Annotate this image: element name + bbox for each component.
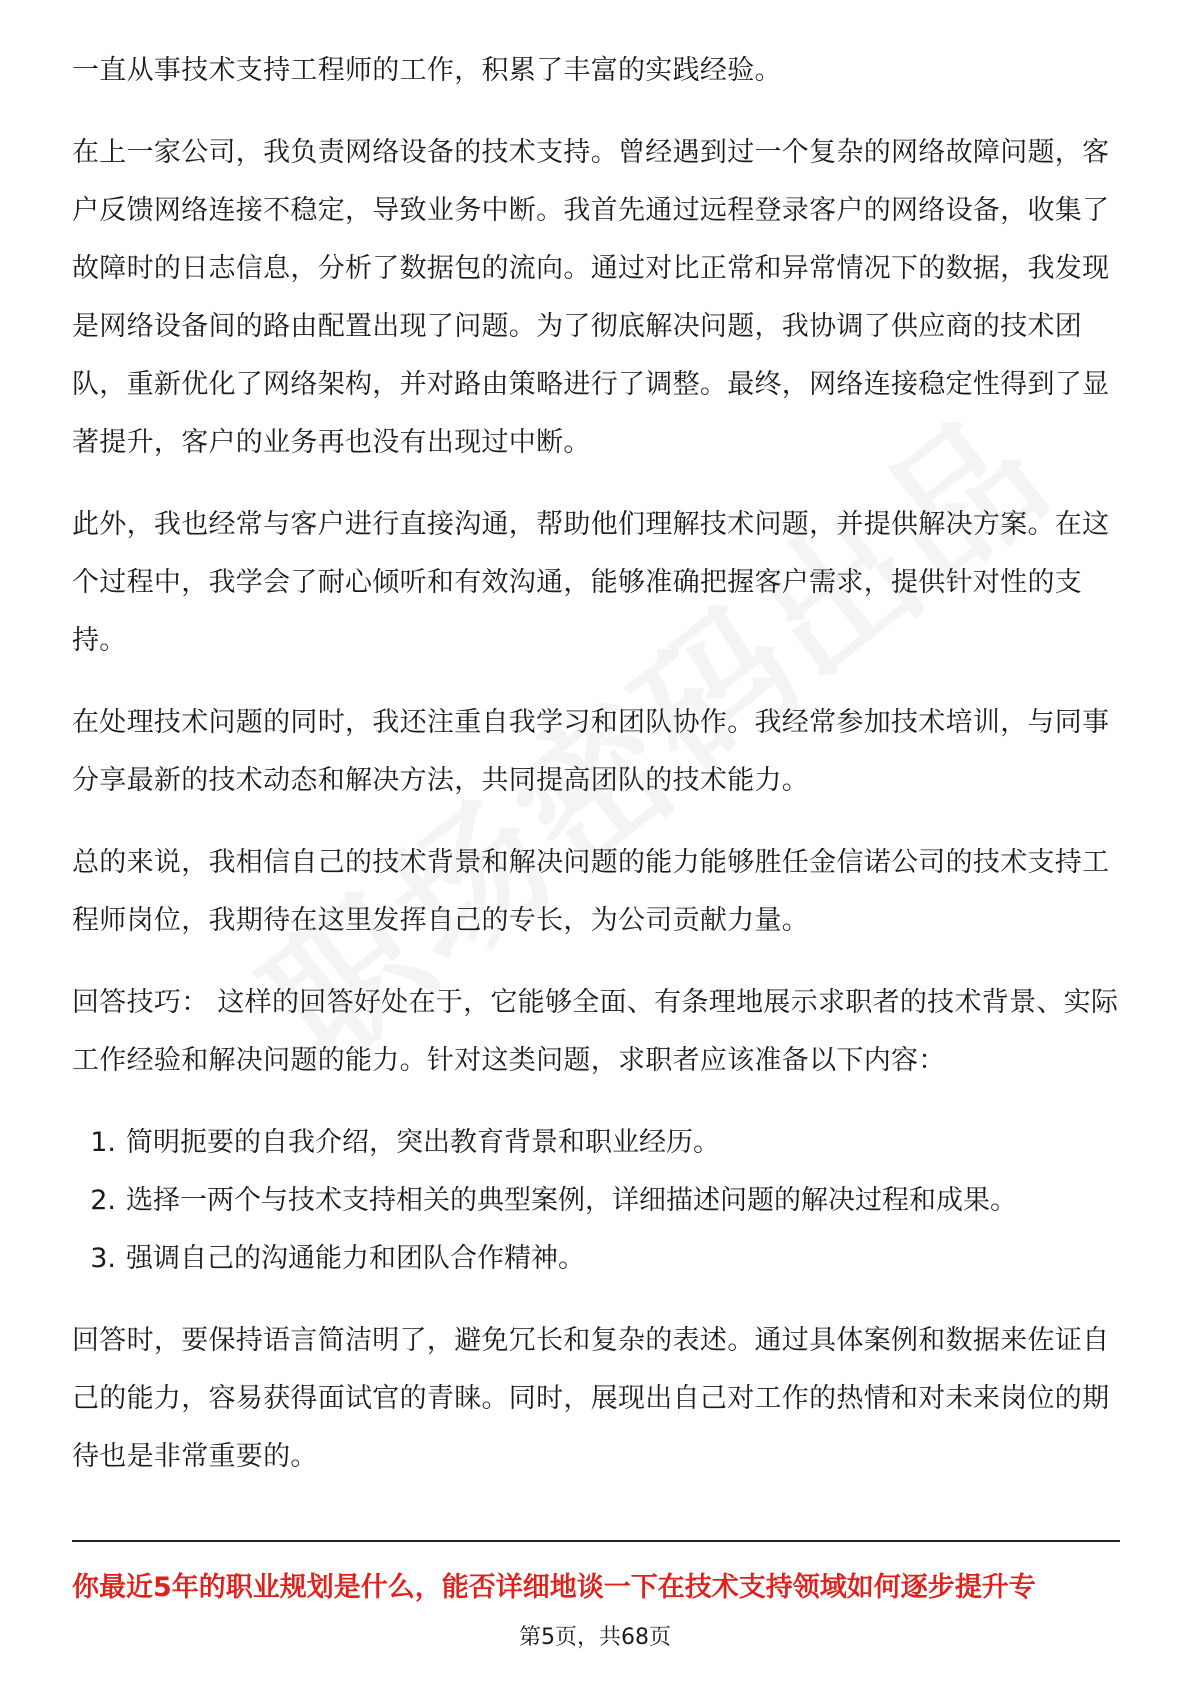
paragraph-summary: 总的来说，我相信自己的技术背景和解决问题的能力能够胜任金信诺公司的技术支持工程师岗位，我期待在这里发挥自己的专长，为公司贡献力量。 <box>72 847 1110 936</box>
list-number: 2. <box>90 1185 116 1216</box>
tips-list <box>72 1114 1120 1288</box>
paragraph-communication: 此外，我也经常与客户进行直接沟通，帮助他们理解技术问题，并提供解决方案。在这个过程中，我学会了耐心倾听和有效沟通，能够准确把握客户需求，提供针对性的支持。 <box>72 509 1110 656</box>
list-item <box>72 1230 1120 1288</box>
list-item <box>72 1114 1120 1172</box>
next-question: 你最近5年的职业规划是什么，能否详细地谈一下在技术支持领域如何逐步提升专 <box>72 1572 1036 1603</box>
answer-body <box>72 42 1120 1486</box>
list-item <box>72 1172 1120 1230</box>
paragraph-closing: 回答时，要保持语言简洁明了，避免冗长和复杂的表述。通过具体案例和数据来佐证自己的能力，容易获得面试官的青睐。同时，展现出自己对工作的热情和对未来岗位的期待也是非常重要的。 <box>72 1325 1110 1472</box>
paragraph-intro: 一直从事技术支持工程师的工作，积累了丰富的实践经验。 <box>72 55 782 86</box>
list-text: 选择一两个与技术支持相关的典型案例，详细描述问题的解决过程和成果。 <box>126 1185 1017 1216</box>
list-text: 简明扼要的自我介绍，突出教育背景和职业经历。 <box>126 1127 720 1158</box>
list-number: 3. <box>90 1243 116 1274</box>
page-number: 第5页，共68页 <box>519 1625 671 1650</box>
list-text: 强调自己的沟通能力和团队合作精神。 <box>126 1243 585 1274</box>
divider <box>72 1540 1120 1542</box>
paragraph-case: 在上一家公司，我负责网络设备的技术支持。曾经遇到过一个复杂的网络故障问题，客户反馈网络连接不稳定，导致业务中断。我首先通过远程登录客户的网络设备，收集了故障时的日志信息，分析了数据包的流向。通过对比正常和异常情况下的数据，我发现是网络设备间的路由配置出现了问题。为了彻底解决问题，我协调了供应商的技术团队，重新优化了网络架构，并对路由策略进行了调整。最终，网络连接稳定性得到了显著提升，客户的业务再也没有出现过中断。 <box>72 137 1110 458</box>
paragraph-learning: 在处理技术问题的同时，我还注重自我学习和团队协作。我经常参加技术培训，与同事分享最新的技术动态和解决方法，共同提高团队的技术能力。 <box>72 707 1110 796</box>
list-number: 1. <box>90 1127 116 1158</box>
paragraph-tips: 回答技巧： 这样的回答好处在于，它能够全面、有条理地展示求职者的技术背景、实际工作经验和解决问题的能力。针对这类问题，求职者应该准备以下内容： <box>72 987 1119 1076</box>
